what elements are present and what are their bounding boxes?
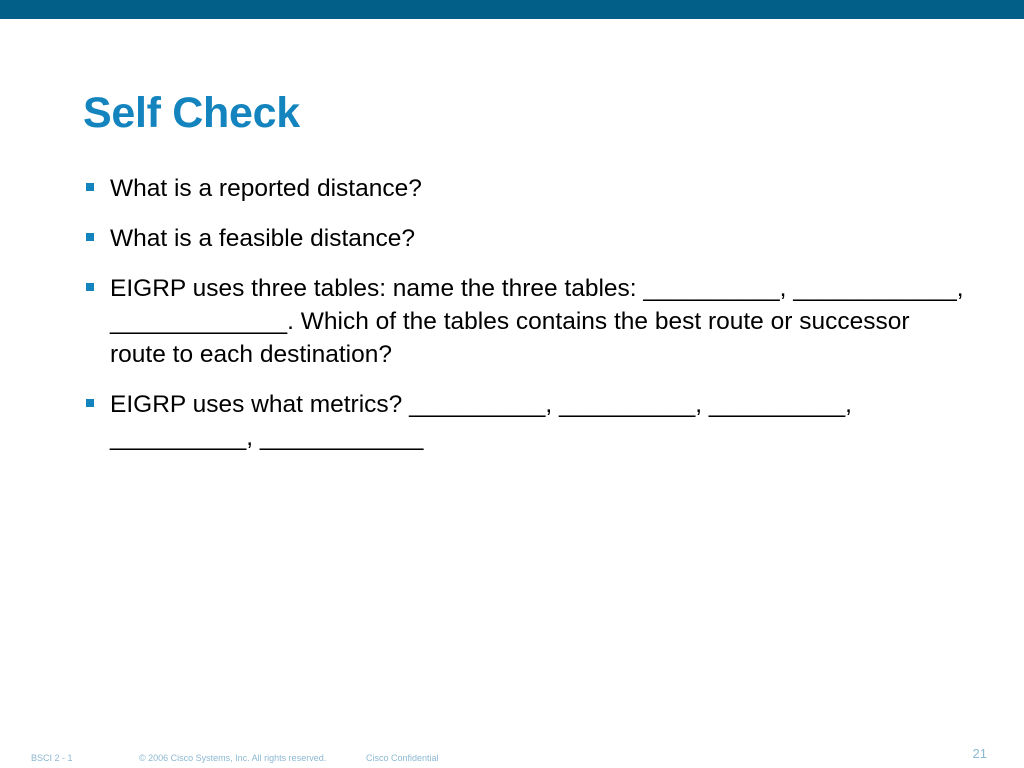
footer-course-label: BSCI 2 - 1 [31, 753, 73, 763]
bullet-item-eigrp-tables [85, 272, 965, 371]
slide-title: Self Check [83, 89, 300, 137]
footer-confidential-label: Cisco Confidential [366, 753, 439, 763]
bullet-text: EIGRP uses what metrics? __________, __________, __________, __________, ____________ [110, 391, 852, 451]
square-bullet-icon [86, 183, 94, 191]
bullet-item-feasible-distance [85, 222, 965, 255]
square-bullet-icon [86, 283, 94, 291]
bullet-text: What is a feasible distance? [110, 225, 416, 252]
bullet-list [85, 172, 965, 471]
square-bullet-icon [86, 233, 94, 241]
bullet-text: EIGRP uses three tables: name the three tables: __________, ____________, _____________. Which of the tables contains the best route or successor route to each destination? [110, 275, 964, 368]
top-banner-bar [0, 0, 1024, 19]
page-number: 21 [972, 746, 987, 761]
footer-copyright: © 2006 Cisco Systems, Inc. All rights reserved. [139, 753, 327, 763]
square-bullet-icon [86, 399, 94, 407]
bullet-item-eigrp-metrics [85, 388, 965, 454]
bullet-text: What is a reported distance? [110, 175, 422, 202]
bullet-item-reported-distance [85, 172, 965, 205]
